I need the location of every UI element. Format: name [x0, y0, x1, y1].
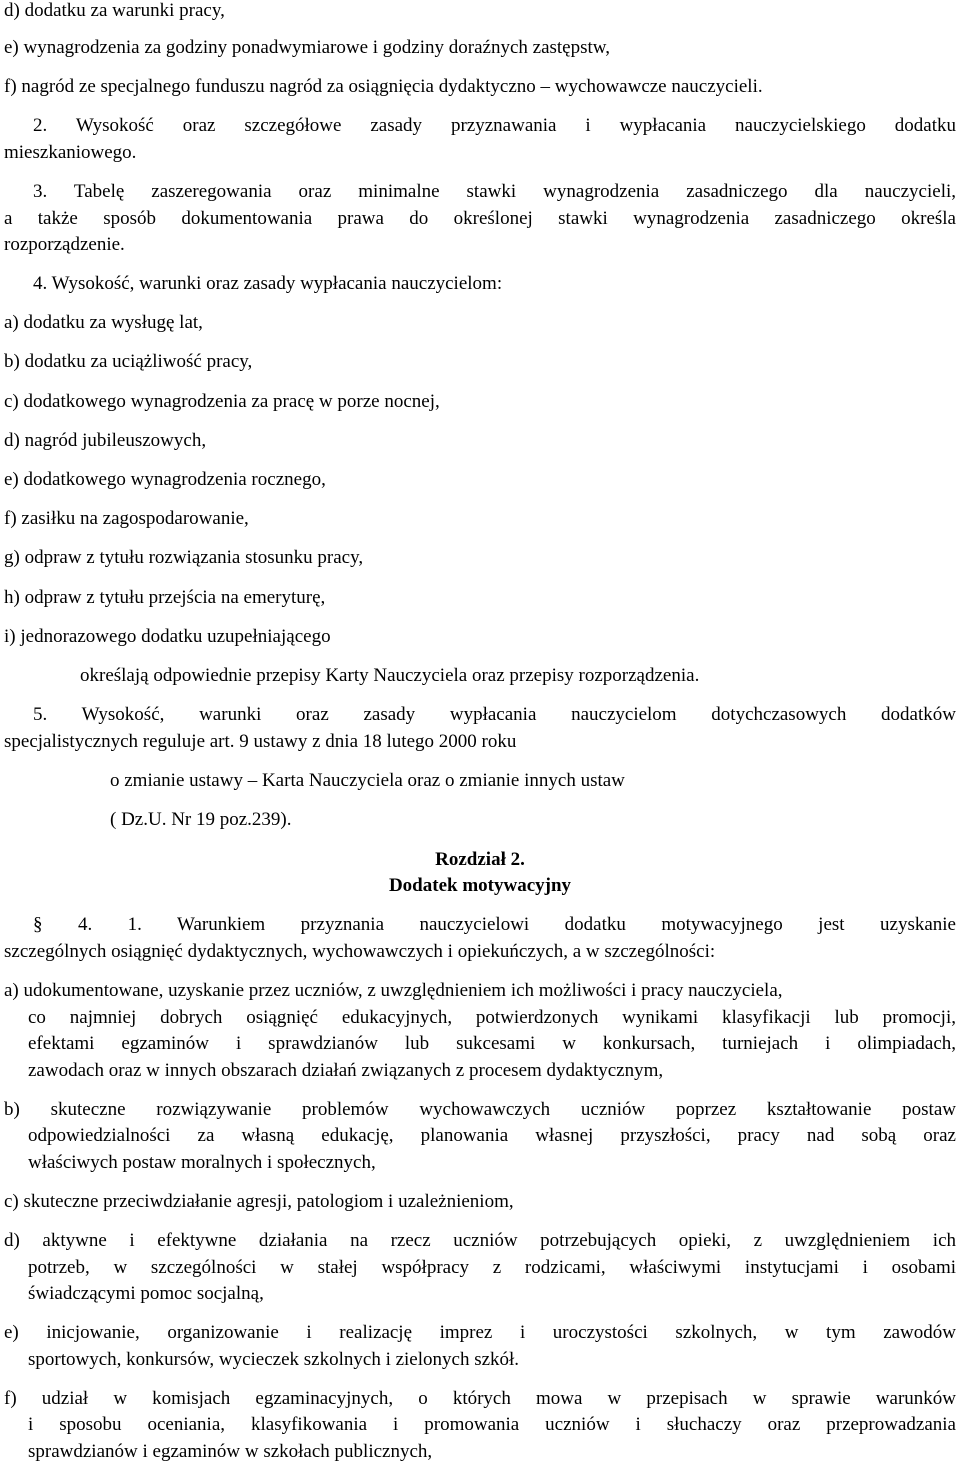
criterion-a-line-3: efektami egzaminów i sprawdzianów lub sukcesami w konkursach, turniejach i olimpiadach, — [28, 1033, 956, 1054]
criterion-d-line-1: d) aktywne i efektywne działania na rzecz uczniów potrzebujących opieki, z uwzględnieniem ich — [4, 1230, 956, 1251]
list-item-f-awards: f) nagród ze specjalnego funduszu nagród za osiągnięcia dydaktyczno – wychowawcze nauczycieli. — [4, 76, 763, 97]
criterion-b-line-1: b) skuteczne rozwiązywanie problemów wychowawczych uczniów poprzez kształtowanie postaw — [4, 1099, 956, 1120]
paragraph-2-line-2: mieszkaniowego. — [4, 142, 137, 163]
paragraph-3-line-1: 3. Tabelę zaszeregowania oraz minimalne stawki wynagrodzenia zasadniczego dla nauczycieli, — [33, 181, 956, 202]
criterion-f-line-3: sprawdzianów i egzaminów w szkołach publicznych, — [28, 1441, 433, 1462]
paragraph-4-intro: 4. Wysokość, warunki oraz zasady wypłacania nauczycielom: — [33, 273, 503, 294]
list-item-d: d) nagród jubileuszowych, — [4, 430, 207, 451]
criterion-f-line-2: i sposobu oceniania, klasyfikowania i promowania uczniów i słuchaczy oraz przeprowadzania — [28, 1414, 956, 1435]
criterion-e-line-2: sportowych, konkursów, wycieczek szkolnych i zielonych szkół. — [28, 1349, 520, 1370]
list-item-d-working-conditions: d) dodatku za warunki pracy, — [4, 0, 225, 21]
paragraph-3-line-2: a także sposób dokumentowania prawa do określonej stawki wynagrodzenia zasadniczego określa — [4, 208, 956, 229]
paragraph-2-line-1: 2. Wysokość oraz szczegółowe zasady przyznawania i wypłacania nauczycielskiego dodatku — [33, 115, 956, 136]
criterion-c: c) skuteczne przeciwdziałanie agresji, patologiom i uzależnieniom, — [4, 1191, 514, 1212]
paragraph-5-line-2: specjalistycznych reguluje art. 9 ustawy z dnia 18 lutego 2000 roku — [4, 731, 517, 752]
criterion-a-line-2: co najmniej dobrych osiągnięć edukacyjnych, potwierdzonych wynikami klasyfikacji lub promocji, — [28, 1007, 956, 1028]
section-4-line-1: § 4. 1. Warunkiem przyznania nauczycielowi dodatku motywacyjnego jest uzyskanie — [33, 914, 956, 935]
list-item-b: b) dodatku za uciążliwość pracy, — [4, 351, 253, 372]
law-title: o zmianie ustawy – Karta Nauczyciela oraz o zmianie innych ustaw — [110, 770, 625, 791]
criterion-e-line-1: e) inicjowanie, organizowanie i realizację imprez i uroczystości szkolnych, w tym zawodów — [4, 1322, 956, 1343]
section-4-line-2: szczególnych osiągnięć dydaktycznych, wychowawczych i opiekuńczych, a w szczególności: — [4, 941, 716, 962]
list-item-e: e) dodatkowego wynagrodzenia rocznego, — [4, 469, 326, 490]
law-reference: ( Dz.U. Nr 19 poz.239). — [110, 809, 292, 830]
list-item-f: f) zasiłku na zagospodarowanie, — [4, 508, 249, 529]
criterion-d-line-3: świadczącymi pomoc socjalną, — [28, 1283, 264, 1304]
chapter-number: Rozdział 2. — [435, 849, 525, 870]
paragraph-5-line-1: 5. Wysokość, warunki oraz zasady wypłacania nauczycielom dotychczasowych dodatków — [33, 704, 956, 725]
chapter-title: Dodatek motywacyjny — [388, 875, 572, 896]
list-item-i: i) jednorazowego dodatku uzupełniającego — [4, 626, 331, 647]
list-item-h: h) odpraw z tytułu przejścia na emeryturę, — [4, 587, 326, 608]
criterion-a-line-1: a) udokumentowane, uzyskanie przez uczniów, z uwzględnieniem ich możliwości i pracy nauczyciela, — [4, 980, 783, 1001]
criterion-a-line-4: zawodach oraz w innych obszarach działań związanych z procesem dydaktycznym, — [28, 1060, 664, 1081]
list-item-c: c) dodatkowego wynagrodzenia za pracę w porze nocnej, — [4, 391, 440, 412]
list-item-g: g) odpraw z tytułu rozwiązania stosunku pracy, — [4, 547, 364, 568]
paragraph-4-conclusion: określają odpowiednie przepisy Karty Nauczyciela oraz przepisy rozporządzenia. — [80, 665, 700, 686]
list-item-e-overtime: e) wynagrodzenia za godziny ponadwymiarowe i godziny doraźnych zastępstw, — [4, 37, 611, 58]
criterion-d-line-2: potrzeb, w szczególności w stałej współpracy z rodzicami, właściwymi instytucjami i osobami — [28, 1257, 956, 1278]
list-item-a: a) dodatku za wysługę lat, — [4, 312, 203, 333]
paragraph-3-line-3: rozporządzenie. — [4, 234, 125, 255]
criterion-b-line-3: właściwych postaw moralnych i społecznych, — [28, 1152, 376, 1173]
criterion-b-line-2: odpowiedzialności za własną edukację, planowania własnej przyszłości, pracy nad sobą oraz — [28, 1125, 956, 1146]
criterion-f-line-1: f) udział w komisjach egzaminacyjnych, o których mowa w przepisach w sprawie warunków — [4, 1388, 956, 1409]
